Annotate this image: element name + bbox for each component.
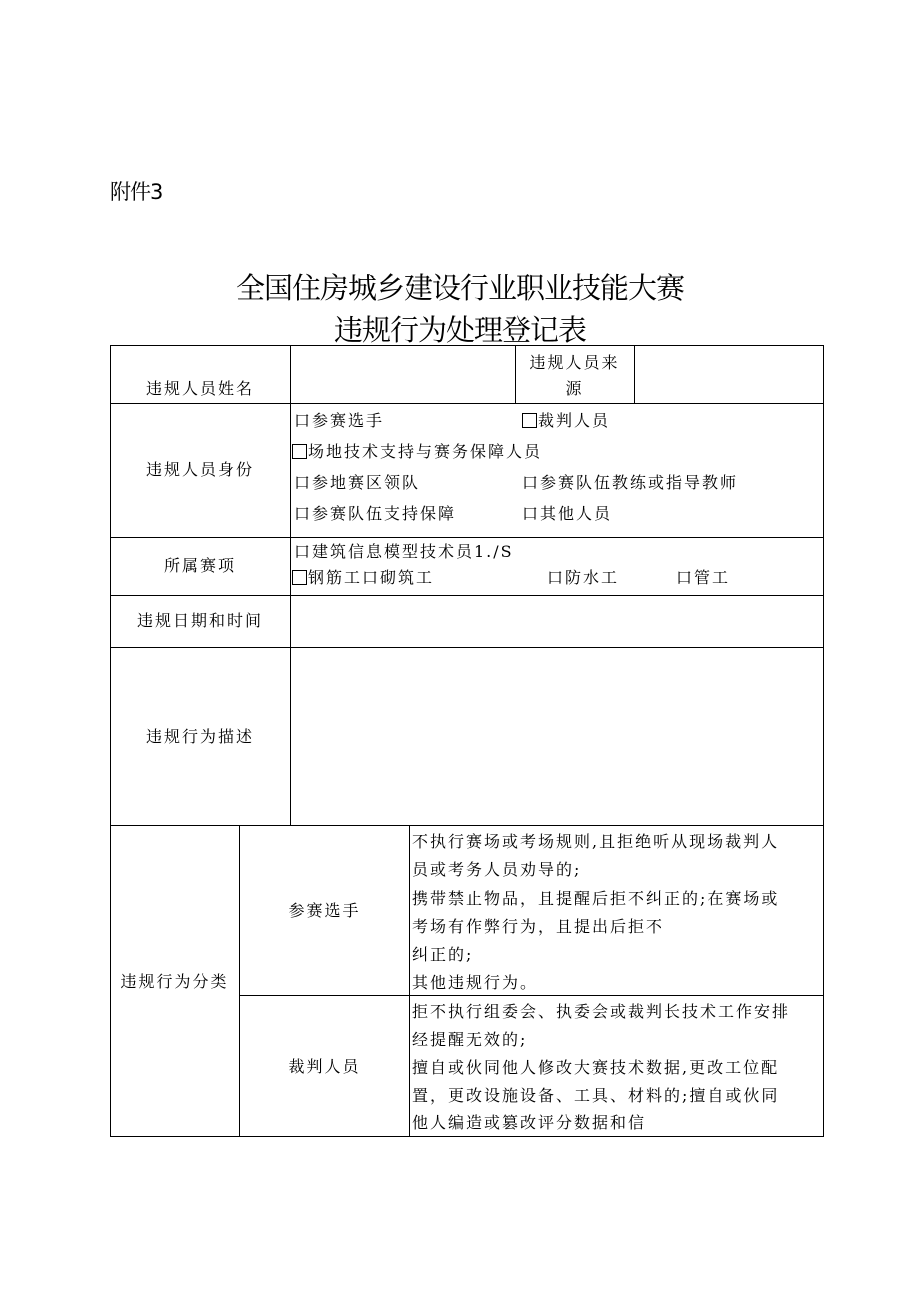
- judge-rule-line-5: 他人编造或篡改评分数据和信: [412, 1113, 647, 1132]
- identity-option-coach[interactable]: 口参赛队伍教练或指导教师: [522, 473, 739, 492]
- contestant-rule-line-4: 考场有作弊行为，且提出后拒不: [412, 917, 665, 936]
- violation-description-label: 违规行为描述: [145, 727, 254, 746]
- form-title-line-1: 全国住房城乡建设行业职业技能大赛: [235, 271, 684, 305]
- judge-rule-line-3: 擅自或伙同他人修改大赛技术数据,更改工位配: [412, 1058, 780, 1077]
- event-option-rebar-masonry[interactable]: 钢筋工口砌筑工: [292, 568, 434, 588]
- identity-option-other[interactable]: 口其他人员: [522, 504, 613, 523]
- judge-rule-line-2: 经提醒无效的;: [412, 1030, 528, 1049]
- event-label: 所属赛项: [163, 556, 236, 575]
- event-option-bim[interactable]: 口建筑信息模型技术员1./S: [294, 542, 514, 561]
- form-title-line-2: 违规行为处理登记表: [333, 313, 586, 347]
- contestant-rule-line-1: 不执行赛场或考场规则,且拒绝听从现场裁判人: [412, 832, 780, 851]
- violator-identity-label: 违规人员身份: [145, 460, 254, 479]
- identity-option-tech-support[interactable]: 场地技术支持与赛务保障人员: [292, 442, 542, 462]
- violator-name-field[interactable]: [292, 347, 514, 401]
- violation-category-label: 违规行为分类: [120, 972, 229, 991]
- contestant-rule-line-3: 携带禁止物品，且提醒后拒不纠正的;在赛场或: [412, 889, 780, 908]
- category-judge-label: 裁判人员: [288, 1057, 361, 1076]
- registration-table: [110, 345, 824, 1137]
- contestant-rule-line-6: 其他违规行为。: [412, 973, 539, 992]
- violation-datetime-field[interactable]: [292, 597, 822, 645]
- identity-option-contestant[interactable]: 口参赛选手: [294, 411, 385, 430]
- identity-option-judge[interactable]: 裁判人员: [522, 411, 610, 431]
- judge-rule-line-4: 置，更改设施设备、工具、材料的;擅自或伙同: [412, 1086, 780, 1105]
- attachment-label: 附件3: [110, 180, 163, 204]
- violator-source-label: 违规人员来: [529, 353, 620, 372]
- checkbox-icon: [292, 444, 307, 459]
- violation-datetime-label: 违规日期和时间: [136, 611, 263, 630]
- event-option-waterproof[interactable]: 口防水工: [547, 568, 620, 587]
- violator-source-field[interactable]: [636, 347, 822, 401]
- contestant-rule-line-2: 员或考务人员劝导的;: [412, 860, 582, 879]
- contestant-rule-line-5: 纠正的;: [412, 945, 474, 964]
- violator-name-label: 违规人员姓名: [145, 379, 254, 398]
- violator-source-label-cont: 源: [565, 379, 584, 398]
- checkbox-icon: [292, 570, 307, 585]
- category-contestant-label: 参赛选手: [288, 901, 361, 920]
- identity-option-region-leader[interactable]: 口参地赛区领队: [294, 473, 421, 492]
- judge-rule-line-1: 拒不执行组委会、执委会或裁判长技术工作安排: [412, 1002, 791, 1021]
- event-option-pipe[interactable]: 口管工: [676, 568, 731, 587]
- checkbox-icon: [522, 413, 537, 428]
- identity-option-team-support[interactable]: 口参赛队伍支持保障: [294, 504, 457, 523]
- violation-description-field[interactable]: [292, 649, 822, 823]
